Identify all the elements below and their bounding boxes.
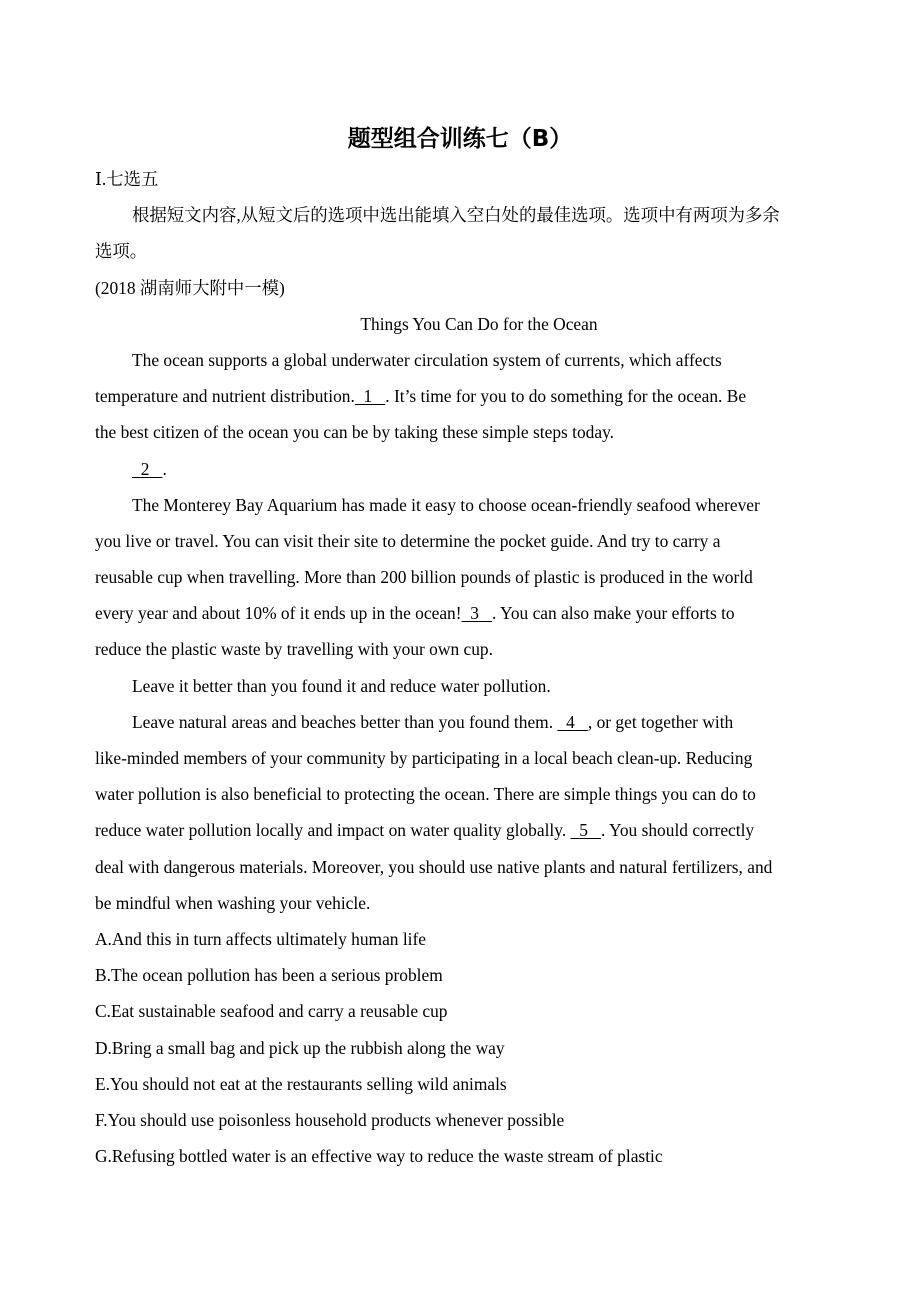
option-f: F.You should use poisonless household products whenever possible — [95, 1109, 565, 1130]
passage-line: deal with dangerous materials. Moreover, you should use native plants and natural fertilizers, and — [95, 856, 773, 877]
option-g: G.Refusing bottled water is an effective way to reduce the waste stream of plastic — [95, 1146, 663, 1167]
blank-number: 2 — [140, 458, 150, 479]
blank-4 — [557, 704, 587, 740]
option-a: A.And this in turn affects ultimately human life — [95, 928, 426, 949]
text: . You can also make your efforts to — [491, 603, 735, 624]
text: every year and about 10% of it ends up in the ocean! — [95, 603, 462, 624]
blank-number: 5 — [579, 820, 588, 841]
blank-5 — [571, 812, 601, 848]
option-d: D.Bring a small bag and pick up the rubbish along the way — [95, 1037, 505, 1058]
text: , or get together with — [587, 711, 734, 732]
blank-number: 3 — [470, 603, 479, 624]
text: . — [162, 458, 167, 479]
option-e: E.You should not eat at the restaurants selling wild animals — [95, 1073, 507, 1094]
passage-line: water pollution is also beneficial to protecting the ocean. There are simple things you can do to — [95, 784, 756, 805]
passage-line: reduce the plastic waste by travelling with your own cup. — [95, 639, 493, 660]
text: . It’s time for you to do something for the ocean. Be — [385, 386, 747, 407]
passage-line: The ocean supports a global underwater circulation system of currents, which affects — [132, 349, 722, 370]
blank-number: 4 — [566, 711, 575, 732]
passage-title: Things You Can Do for the Ocean — [360, 313, 598, 334]
passage-line — [95, 812, 835, 848]
passage-line: The Monterey Bay Aquarium has made it easy to choose ocean-friendly seafood wherever — [132, 494, 760, 515]
section-heading: Ⅰ.七选五 — [95, 169, 159, 189]
blank-2 — [132, 451, 162, 487]
source-note: (2018 湖南师大附中一模) — [95, 277, 285, 298]
option-b: B.The ocean pollution has been a serious problem — [95, 965, 443, 986]
passage-line — [95, 378, 835, 414]
passage-line — [95, 451, 835, 487]
passage-line — [95, 704, 835, 740]
passage-line: like-minded members of your community by participating in a local beach clean-up. Reducing — [95, 748, 753, 768]
text: temperature and nutrient distribution. — [95, 386, 355, 407]
page-title: 题型组合训练七（B） — [347, 126, 573, 152]
option-c: C.Eat sustainable seafood and carry a reusable cup — [95, 1001, 448, 1022]
instructions-line: 选项。 — [95, 241, 148, 262]
text: Leave natural areas and beaches better than you found them. — [132, 711, 554, 732]
passage-line: reusable cup when travelling. More than 200 billion pounds of plastic is produced in the world — [95, 567, 753, 588]
document-body — [95, 161, 835, 1174]
blank-3 — [462, 595, 492, 631]
passage-line: Leave it better than you found it and reduce water pollution. — [132, 675, 551, 696]
instructions-line: 根据短文内容,从短文后的选项中选出能填入空白处的最佳选项。选项中有两项为多余 — [132, 205, 780, 226]
passage-line — [95, 595, 835, 631]
text: reduce water pollution locally and impact on water quality globally. — [95, 820, 567, 841]
blank-number: 1 — [363, 386, 373, 407]
passage-line: be mindful when washing your vehicle. — [95, 892, 371, 913]
passage-line: you live or travel. You can visit their site to determine the pocket guide. And try to carry a — [95, 530, 721, 551]
blank-1 — [355, 378, 385, 414]
text: . You should correctly — [600, 820, 755, 841]
passage-line: the best citizen of the ocean you can be by taking these simple steps today. — [95, 422, 614, 443]
